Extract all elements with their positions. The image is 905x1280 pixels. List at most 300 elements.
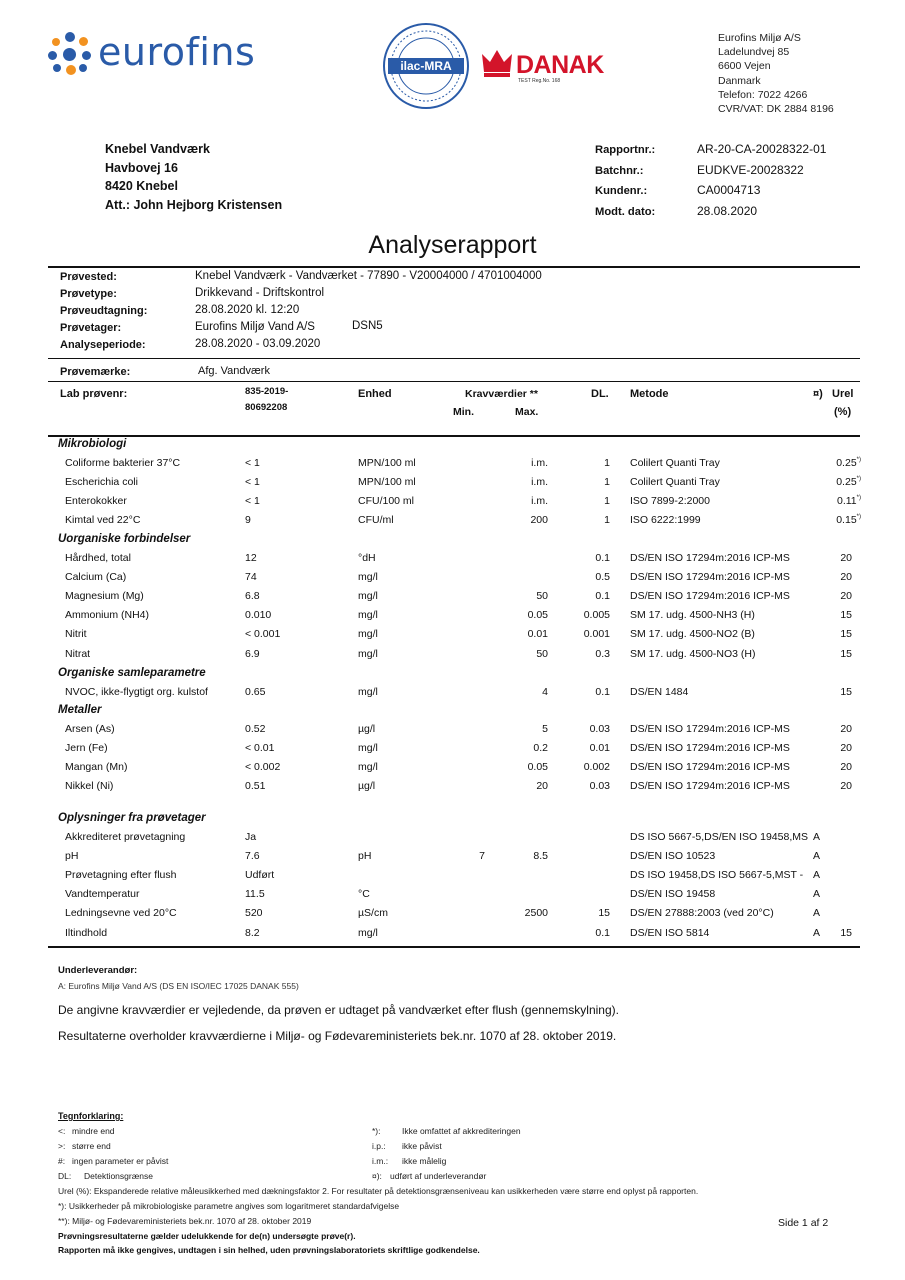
cell-text: 0.1 xyxy=(595,927,610,939)
cell-text: µS/cm xyxy=(358,907,388,919)
table-row xyxy=(0,457,905,476)
cell-urel xyxy=(840,686,852,698)
cell-text: 1 xyxy=(604,514,610,526)
cell-text: mg/l xyxy=(358,761,378,773)
sample-no-line: 80692208 xyxy=(245,402,288,413)
cell-value xyxy=(245,907,263,919)
cell-urel xyxy=(840,590,852,602)
cell-max xyxy=(528,628,548,640)
cell-text: CFU/100 ml xyxy=(358,495,415,507)
cell-text: pH xyxy=(358,850,372,862)
cell-text: 0.1 xyxy=(595,686,610,698)
cell-text: DS/EN 27888:2003 (ved 20°C) xyxy=(630,907,774,919)
note: Resultaterne overholder kravværdierne i Miljø- og Fødevareministeriets bek.nr. 1070 af 28. oktober 2019. xyxy=(58,1029,617,1043)
cell-text: DS/EN ISO 17294m:2016 ICP-MS xyxy=(630,761,790,773)
cell-text: MPN/100 ml xyxy=(358,457,416,469)
cell-text: 20 xyxy=(840,723,852,735)
cell-method xyxy=(630,761,790,773)
cell-text: 0.010 xyxy=(245,609,272,621)
cell-value xyxy=(245,609,271,621)
cell-text: Nitrat xyxy=(65,648,91,660)
cell-name xyxy=(65,888,140,900)
meta-value: EUDKVE-20028322 xyxy=(697,162,804,177)
info-value: 28.08.2020 kl. 12:20 xyxy=(195,304,300,316)
cell-urel xyxy=(836,457,861,469)
legend-sym: *): xyxy=(372,1126,381,1136)
cell-text: Hårdhed, total xyxy=(65,552,131,564)
cell-text: < 1 xyxy=(245,495,260,507)
cell-text: DS/EN ISO 19458 xyxy=(630,888,716,900)
cell-urel xyxy=(836,514,861,526)
cell-max xyxy=(536,590,548,602)
danak-logo xyxy=(480,42,605,88)
cell-value xyxy=(245,831,256,843)
cell-method xyxy=(630,571,790,583)
table-row xyxy=(0,476,905,495)
cell-footnote-mark: *) xyxy=(856,514,861,520)
cell-text: 0.5 xyxy=(595,571,610,583)
cell-text: 20 xyxy=(840,590,852,602)
cell-dl xyxy=(584,609,610,621)
cell-text: 0.005 xyxy=(583,609,610,621)
cell-text: ISO 7899-2:2000 xyxy=(630,495,710,507)
cell-method xyxy=(630,927,709,939)
report-meta-values xyxy=(697,139,826,222)
cell-method xyxy=(630,869,803,881)
cell-unit xyxy=(358,742,378,754)
cell-max xyxy=(528,761,548,773)
cell-method xyxy=(630,514,701,526)
cell-text: DS/EN ISO 17294m:2016 ICP-MS xyxy=(630,571,790,583)
table-row xyxy=(0,514,905,533)
table-row xyxy=(0,590,905,609)
cell-flag xyxy=(813,888,820,900)
col-urel: Urel xyxy=(832,388,854,400)
cell-text: DS/EN ISO 17294m:2016 ICP-MS xyxy=(630,590,790,602)
cell-flag xyxy=(813,850,820,862)
company-line: Telefon: 7022 4266 xyxy=(718,88,808,101)
section-title: Organiske samleparametre xyxy=(58,667,206,679)
cell-text: mg/l xyxy=(358,571,378,583)
cell-text: < 1 xyxy=(245,457,260,469)
legend-sym: >: xyxy=(58,1141,66,1151)
table-row xyxy=(0,552,905,571)
sample-no-line: 835-2019- xyxy=(245,386,289,397)
cell-max xyxy=(536,648,548,660)
meta-value: 28.08.2020 xyxy=(697,204,758,219)
col-limits: Kravværdier ** xyxy=(465,388,538,400)
cell-text: Enterokokker xyxy=(65,495,127,507)
meta-label: Kundenr.: xyxy=(595,185,648,198)
cell-text: ISO 6222:1999 xyxy=(630,514,701,526)
col-method: Metode xyxy=(630,388,669,400)
cell-method xyxy=(630,457,720,469)
cell-text: Vandtemperatur xyxy=(65,888,140,900)
col-sample-no xyxy=(245,384,288,416)
cell-urel xyxy=(840,742,852,754)
cell-text: < 0.002 xyxy=(245,761,281,773)
cell-name xyxy=(65,590,144,602)
cell-max xyxy=(533,850,548,862)
subcontractor-title: Underleverandør: xyxy=(58,965,138,976)
ilac-text: ilac-MRA xyxy=(400,59,452,73)
legend-sym: i.m.: xyxy=(372,1156,389,1166)
cell-dl xyxy=(595,648,610,660)
cell-method xyxy=(630,628,755,640)
col-urel-unit: (%) xyxy=(834,406,852,418)
cell-text: mg/l xyxy=(358,742,378,754)
cell-dl xyxy=(584,761,610,773)
cell-text: i.m. xyxy=(531,495,548,507)
cell-text: MPN/100 ml xyxy=(358,476,416,488)
col-max: Max. xyxy=(515,406,539,418)
cell-text: Akkrediteret prøvetagning xyxy=(65,831,186,843)
cell-text: 15 xyxy=(840,927,852,939)
client-line: Att.: John Hejborg Kristensen xyxy=(105,197,283,212)
table-row xyxy=(0,742,905,761)
cell-unit xyxy=(358,907,388,919)
ilac-mra-logo xyxy=(382,20,470,112)
legend-text: ikke målelig xyxy=(402,1156,447,1166)
cell-text: < 1 xyxy=(245,476,260,488)
cell-value xyxy=(245,590,260,602)
company-line: Eurofins Miljø A/S xyxy=(718,32,801,44)
cell-unit xyxy=(358,590,378,602)
cell-text: A xyxy=(813,831,821,843)
meta-label: Batchnr.: xyxy=(595,164,644,177)
cell-unit xyxy=(358,476,416,488)
cell-text: mg/l xyxy=(358,648,378,660)
cell-text: SM 17. udg. 4500-NO3 (H) xyxy=(630,648,756,660)
cell-text: Iltindhold xyxy=(65,927,108,939)
cell-text: 11.5 xyxy=(245,888,265,900)
cell-value xyxy=(245,780,265,792)
cell-method xyxy=(630,476,720,488)
company-address xyxy=(718,31,834,116)
cell-name xyxy=(65,780,113,792)
eurofins-wordmark: eurofins xyxy=(98,30,256,74)
cell-text: 0.15 xyxy=(836,514,857,526)
table-row xyxy=(0,888,905,907)
cell-value xyxy=(245,552,257,564)
cell-unit xyxy=(358,850,371,862)
cell-value xyxy=(245,514,251,526)
legend-text: ingen parameter er påvist xyxy=(72,1156,169,1166)
cell-unit xyxy=(358,571,378,583)
crown-icon xyxy=(480,46,514,78)
remark-label: Prøvemærke: xyxy=(60,366,131,378)
legend-left xyxy=(58,1124,168,1184)
table-row xyxy=(0,780,905,799)
sample-info-values xyxy=(195,268,542,353)
table-row xyxy=(0,571,905,590)
table-row xyxy=(0,609,905,628)
legend-line: **): Miljø- og Fødevareministeriets bek.nr. 1070 af 28. oktober 2019 xyxy=(58,1216,312,1226)
cell-text: 15 xyxy=(840,648,852,660)
cell-text: 15 xyxy=(840,609,852,621)
subcontractor-line: A: Eurofins Miljø Vand A/S (DS EN ISO/IEC 17025 DANAK 555) xyxy=(58,981,299,991)
cell-text: Arsen (As) xyxy=(65,723,115,735)
cell-method xyxy=(630,888,715,900)
company-line: 6600 Vejen xyxy=(718,60,771,73)
cell-urel xyxy=(840,609,852,621)
cell-text: 9 xyxy=(245,514,251,526)
cell-text: DS/EN ISO 17294m:2016 ICP-MS xyxy=(630,552,790,564)
table-row xyxy=(0,907,905,926)
cell-text: DS ISO 5667-5,DS/EN ISO 19458,MS xyxy=(630,831,808,843)
cell-dl xyxy=(595,590,610,602)
cell-urel xyxy=(840,927,852,939)
cell-text: mg/l xyxy=(358,628,378,640)
table-row xyxy=(0,927,905,946)
cell-text: 50 xyxy=(536,590,548,602)
cell-text: °C xyxy=(358,888,370,900)
cell-name xyxy=(65,927,107,939)
cell-text: Jern (Fe) xyxy=(65,742,108,754)
cell-text: NVOC, ikke-flygtigt org. kulstof xyxy=(65,686,208,698)
info-value: Eurofins Miljø Vand A/S xyxy=(195,321,315,333)
cell-name xyxy=(65,552,131,564)
cell-text: mg/l xyxy=(358,927,378,939)
cell-text: Colilert Quanti Tray xyxy=(630,457,720,469)
cell-text: i.m. xyxy=(531,457,548,469)
cell-unit xyxy=(358,686,378,698)
cell-text: µg/l xyxy=(358,723,376,735)
legend-notes xyxy=(58,1184,698,1229)
cell-text: 20 xyxy=(840,571,852,583)
cell-text: DS/EN 1484 xyxy=(630,686,689,698)
cell-text: mg/l xyxy=(358,609,378,621)
client-address xyxy=(105,140,282,214)
cell-text: mg/l xyxy=(358,686,378,698)
cell-max xyxy=(528,609,548,621)
cell-value xyxy=(245,571,257,583)
cell-value xyxy=(245,723,265,735)
col-lab: Lab prøvenr: xyxy=(60,388,128,400)
cell-value xyxy=(245,742,275,754)
cell-text: SM 17. udg. 4500-NO2 (B) xyxy=(630,628,755,640)
cell-unit xyxy=(358,888,370,900)
cell-dl xyxy=(590,723,610,735)
cell-text: 20 xyxy=(840,780,852,792)
cell-text: 0.52 xyxy=(245,723,266,735)
cell-name xyxy=(65,723,115,735)
cell-text: 20 xyxy=(536,780,548,792)
cell-footnote-mark: *) xyxy=(856,457,861,463)
cell-unit xyxy=(358,514,394,526)
cell-text: 15 xyxy=(840,686,852,698)
legend-text: mindre end xyxy=(72,1126,115,1136)
divider xyxy=(48,946,860,948)
legend-sym: #: xyxy=(58,1156,66,1166)
cell-text: DS/EN ISO 17294m:2016 ICP-MS xyxy=(630,723,790,735)
sample-info-labels xyxy=(60,269,147,354)
cell-value xyxy=(245,648,260,660)
cell-text: 1 xyxy=(604,476,610,488)
col-unit: Enhed xyxy=(358,388,392,400)
cell-text: 0.65 xyxy=(245,686,266,698)
cell-text: Coliforme bakterier 37°C xyxy=(65,457,181,469)
table-row xyxy=(0,831,905,850)
cell-text: 6.9 xyxy=(245,648,260,660)
cell-value xyxy=(245,495,260,507)
info-value: 28.08.2020 - 03.09.2020 xyxy=(195,338,321,350)
cell-max xyxy=(542,723,548,735)
cell-name xyxy=(65,686,208,698)
section-title: Mikrobiologi xyxy=(58,438,127,450)
cell-value xyxy=(245,927,260,939)
cell-max xyxy=(536,780,548,792)
cell-method xyxy=(630,648,755,660)
cell-text: A xyxy=(813,869,821,881)
legend-title: Tegnforklaring: xyxy=(58,1111,124,1121)
col-dl: DL. xyxy=(591,388,609,400)
cell-text: SM 17. udg. 4500-NH3 (H) xyxy=(630,609,755,621)
cell-text: 0.2 xyxy=(533,742,548,754)
cell-name xyxy=(65,628,87,640)
cell-text: DS/EN ISO 17294m:2016 ICP-MS xyxy=(630,742,790,754)
danak-text: DANAK xyxy=(516,51,604,79)
legend-sym: <: xyxy=(58,1126,66,1136)
cell-urel xyxy=(840,552,852,564)
table-row xyxy=(0,686,905,705)
cell-text: Nitrit xyxy=(65,628,87,640)
cell-dl xyxy=(598,907,610,919)
cell-dl xyxy=(604,457,610,469)
cell-dl xyxy=(595,571,610,583)
cell-urel xyxy=(840,628,852,640)
cell-value xyxy=(245,686,265,698)
cell-name xyxy=(65,648,90,660)
cell-method xyxy=(630,850,715,862)
cell-max xyxy=(542,686,548,698)
cell-dl xyxy=(604,476,610,488)
cell-max xyxy=(533,742,548,754)
cell-unit xyxy=(358,609,378,621)
cell-text: Ledningsevne ved 20°C xyxy=(65,907,177,919)
table-row xyxy=(0,850,905,869)
cell-text: 0.25 xyxy=(836,457,857,469)
table-row xyxy=(0,869,905,888)
cell-text: 0.05 xyxy=(527,761,548,773)
remark-value: Afg. Vandværk xyxy=(198,365,270,377)
cell-dl xyxy=(590,742,610,754)
cell-name xyxy=(65,869,176,881)
cell-text: 0.1 xyxy=(595,590,610,602)
footer-reproduction: Rapporten må ikke gengives, undtagen i sin helhed, uden prøvningslaboratoriets skriftlige godkendelse. xyxy=(58,1245,480,1255)
divider xyxy=(48,435,860,437)
cell-method xyxy=(630,742,790,754)
cell-text: 7.6 xyxy=(245,850,260,862)
cell-flag xyxy=(813,869,820,881)
legend-text: Ikke omfattet af akkrediteringen xyxy=(402,1126,521,1136)
cell-text: Ammonium (NH4) xyxy=(65,609,150,621)
cell-method xyxy=(630,590,790,602)
cell-text: 0.11 xyxy=(836,495,857,507)
cell-urel xyxy=(840,723,852,735)
company-line: Ladelundvej 85 xyxy=(718,46,790,59)
cell-text: 0.03 xyxy=(589,723,610,735)
table-row xyxy=(0,495,905,514)
meta-value: AR-20-CA-20028322-01 xyxy=(697,142,827,156)
cell-text: A xyxy=(813,850,821,862)
cell-value xyxy=(245,888,265,900)
cell-method xyxy=(630,831,808,843)
table-row xyxy=(0,648,905,667)
cell-text: 5 xyxy=(542,723,548,735)
cell-text: 0.1 xyxy=(595,552,610,564)
cell-flag xyxy=(813,831,820,843)
cell-name xyxy=(65,850,78,862)
legend-sym: ¤): xyxy=(372,1171,382,1181)
cell-text: DS/EN ISO 10523 xyxy=(630,850,716,862)
cell-name xyxy=(65,761,127,773)
cell-text: Udført xyxy=(245,869,275,881)
page-title: Analyserapport xyxy=(368,231,537,259)
cell-text: 0.25 xyxy=(836,476,857,488)
cell-method xyxy=(630,609,755,621)
section-title: Uorganiske forbindelser xyxy=(58,533,191,545)
cell-unit xyxy=(358,495,414,507)
cell-unit xyxy=(358,723,375,735)
legend-text: udført af underleverandør xyxy=(390,1171,487,1181)
cell-text: A xyxy=(813,907,821,919)
cell-value xyxy=(245,761,280,773)
cell-method xyxy=(630,723,790,735)
cell-text: 4 xyxy=(542,686,548,698)
info-value: Drikkevand - Driftskontrol xyxy=(195,287,325,299)
cell-text: 0.03 xyxy=(589,780,610,792)
eurofins-dots-icon xyxy=(48,32,92,76)
cell-unit xyxy=(358,780,375,792)
client-line: Havbovej 16 xyxy=(105,160,178,175)
company-line: CVR/VAT: DK 2884 8196 xyxy=(718,103,834,116)
cell-text: 7 xyxy=(479,850,485,862)
cell-text: 8.5 xyxy=(533,850,548,862)
legend-sym: i.p.: xyxy=(372,1141,386,1151)
cell-text: 0.01 xyxy=(589,742,610,754)
cell-max xyxy=(530,514,548,526)
cell-value xyxy=(245,457,260,469)
cell-urel xyxy=(837,495,861,507)
cell-text: DS ISO 19458,DS ISO 5667-5,MST - xyxy=(630,869,804,881)
legend-text: ikke påvist xyxy=(402,1141,442,1151)
legend-line: Urel (%): Ekspanderede relative måleusikkerhed med dækningsfaktor 2. For resultater på detektionsgrænseniveau kan usikkerheden være større end oplyst på rapporten. xyxy=(58,1186,699,1196)
cell-text: 200 xyxy=(530,514,548,526)
cell-name xyxy=(65,742,108,754)
cell-dl xyxy=(604,514,610,526)
cell-text: 20 xyxy=(840,742,852,754)
legend-text: større end xyxy=(72,1141,111,1151)
table-row xyxy=(0,723,905,742)
cell-max xyxy=(525,907,548,919)
info-label: Prøvetager: xyxy=(60,322,122,334)
cell-text: Colilert Quanti Tray xyxy=(630,476,720,488)
cell-name xyxy=(65,609,149,621)
client-line: 8420 Knebel xyxy=(105,179,178,194)
cell-method xyxy=(630,907,774,919)
section-title: Metaller xyxy=(58,704,102,716)
cell-urel xyxy=(836,476,861,488)
col-min: Min. xyxy=(453,406,474,418)
info-value: Knebel Vandværk - Vandværket - 77890 - V20004000 / 4701004000 xyxy=(195,270,542,282)
cell-text: 20 xyxy=(840,761,852,773)
company-line: Danmark xyxy=(718,74,761,87)
legend-text: Detektionsgrænse xyxy=(84,1171,153,1181)
cell-name xyxy=(65,495,127,507)
cell-text: < 0.001 xyxy=(245,628,281,640)
cell-dl xyxy=(595,552,610,564)
